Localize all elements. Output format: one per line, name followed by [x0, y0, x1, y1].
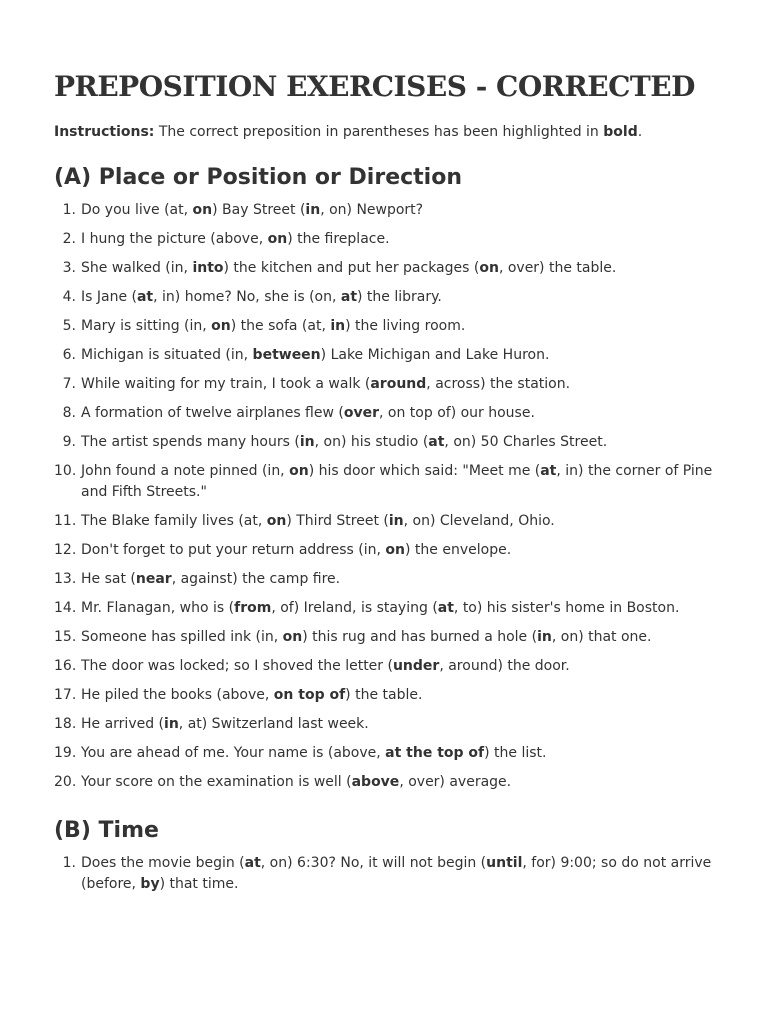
exercise-item — [54, 569, 714, 590]
sentence-text: Do you live (at, — [81, 202, 193, 218]
exercise-item — [54, 853, 714, 895]
correct-preposition: in — [537, 629, 552, 645]
correct-preposition: from — [234, 600, 272, 616]
correct-preposition: on — [211, 318, 231, 334]
item-number: 3. — [62, 260, 76, 276]
sentence-text: , on) that one. — [551, 629, 652, 645]
instructions-emphasis: bold — [603, 124, 638, 140]
exercise-item — [54, 432, 714, 453]
sentence-text: ) the list. — [484, 745, 547, 761]
sentence-text: ) Third Street ( — [286, 513, 389, 529]
item-number: 15. — [54, 629, 77, 645]
sentence-text: , over) the table. — [498, 260, 617, 276]
sentence-text: ) the fireplace. — [287, 231, 390, 247]
sentence-text: ) the living room. — [345, 318, 466, 334]
exercise-item — [54, 685, 714, 706]
item-number: 1. — [62, 855, 76, 871]
item-number: 9. — [62, 434, 76, 450]
sentence-text: , over) average. — [399, 774, 512, 790]
sentence-text: , across) the station. — [426, 376, 571, 392]
exercise-item — [54, 316, 714, 337]
exercise-item — [54, 540, 714, 561]
exercise-item — [54, 258, 714, 279]
sentence-text: A formation of twelve airplanes flew ( — [81, 405, 344, 421]
item-number: 14. — [54, 600, 77, 616]
sentence-text: Michigan is situated (in, — [81, 347, 253, 363]
exercise-item — [54, 461, 714, 503]
exercise-item — [54, 403, 714, 424]
correct-preposition: into — [192, 260, 224, 276]
section-time — [54, 817, 714, 895]
exercise-item — [54, 511, 714, 532]
sentence-text: Does the movie begin ( — [81, 855, 245, 871]
exercise-item — [54, 656, 714, 677]
correct-preposition: in — [305, 202, 321, 218]
sentence-text: ) that time. — [159, 876, 239, 892]
sentence-text: , around) the door. — [439, 658, 570, 674]
sentence-text: ) the sofa (at, — [230, 318, 331, 334]
section-heading: (A) Place or Position or Direction — [54, 165, 462, 190]
correct-preposition: in — [330, 318, 346, 334]
correct-preposition: around — [370, 376, 427, 392]
sentence-text: You are ahead of me. Your name is (above, — [81, 745, 386, 761]
sentence-text: , at) Switzerland last week. — [178, 716, 369, 732]
sentence-text: She walked (in, — [81, 260, 193, 276]
exercise-item — [54, 598, 714, 619]
sentence-text: , on top of) our house. — [379, 405, 535, 421]
instructions — [54, 122, 714, 142]
exercise-item — [54, 200, 714, 221]
sentence-text: The Blake family lives (at, — [81, 513, 267, 529]
item-number: 18. — [54, 716, 77, 732]
correct-preposition: at — [428, 434, 445, 450]
sentence-text: He piled the books (above, — [81, 687, 274, 703]
correct-preposition: on — [289, 463, 309, 479]
sentence-text: Mr. Flanagan, who is ( — [81, 600, 235, 616]
sentence-text: The artist spends many hours ( — [81, 434, 300, 450]
correct-preposition: above — [351, 774, 400, 790]
section-heading: (B) Time — [54, 818, 159, 843]
exercise-item — [54, 627, 714, 648]
exercise-item — [54, 714, 714, 735]
correct-preposition: on — [282, 629, 303, 645]
exercise-list — [54, 853, 714, 895]
sentence-text: He sat ( — [81, 571, 136, 587]
sentence-text: Your score on the examination is well ( — [81, 774, 352, 790]
correct-preposition: at the top of — [385, 745, 485, 761]
sentence-text: , on) Cleveland, Ohio. — [403, 513, 555, 529]
sentence-text: ) the envelope. — [405, 542, 512, 558]
correct-preposition: at — [540, 463, 557, 479]
sentence-text: ) this rug and has burned a hole ( — [302, 629, 538, 645]
exercise-item — [54, 287, 714, 308]
item-number: 12. — [54, 542, 77, 558]
exercise-item — [54, 743, 714, 764]
exercise-item — [54, 229, 714, 250]
correct-preposition: on — [266, 513, 287, 529]
sentence-text: ) the table. — [345, 687, 423, 703]
item-number: 13. — [54, 571, 77, 587]
exercise-item — [54, 374, 714, 395]
correct-preposition: by — [140, 876, 160, 892]
correct-preposition: on — [385, 542, 406, 558]
sentence-text: The door was locked; so I shoved the letter ( — [81, 658, 393, 674]
correct-preposition: until — [486, 855, 523, 871]
exercise-item — [54, 345, 714, 366]
correct-preposition: at — [136, 289, 154, 305]
sentence-text: John found a note pinned (in, — [81, 463, 290, 479]
sentence-text: , in) the corner of Pine and Fifth Streets." — [81, 463, 713, 500]
sentence-text: Someone has spilled ink (in, — [81, 629, 283, 645]
correct-preposition: in — [388, 513, 404, 529]
item-number: 17. — [54, 687, 77, 703]
sentence-text: I hung the picture (above, — [81, 231, 268, 247]
correct-preposition: in — [299, 434, 315, 450]
instructions-text: The correct preposition in parentheses has been highlighted in — [154, 124, 604, 140]
sentence-text: While waiting for my train, I took a walk ( — [81, 376, 371, 392]
sentence-text: Mary is sitting (in, — [81, 318, 212, 334]
correct-preposition: on — [192, 202, 213, 218]
item-number: 5. — [62, 318, 76, 334]
item-number: 11. — [54, 513, 77, 529]
sentence-text: ) the kitchen and put her packages ( — [223, 260, 480, 276]
correct-preposition: over — [343, 405, 380, 421]
correct-preposition: at — [437, 600, 454, 616]
sentence-text: , on) 50 Charles Street. — [444, 434, 608, 450]
correct-preposition: near — [135, 571, 172, 587]
item-number: 4. — [62, 289, 76, 305]
sentence-text: ) Lake Michigan and Lake Huron. — [320, 347, 550, 363]
item-number: 2. — [62, 231, 76, 247]
sentence-text: , for) 9:00; so do not arrive (before, — [81, 855, 712, 892]
sentence-text: He arrived ( — [81, 716, 165, 732]
sentence-text: , in) home? No, she is (on, — [153, 289, 341, 305]
item-number: 1. — [62, 202, 76, 218]
correct-preposition: at — [340, 289, 358, 305]
item-number: 8. — [62, 405, 76, 421]
sentence-text: ) Bay Street ( — [212, 202, 306, 218]
sentence-text: ) the library. — [357, 289, 442, 305]
sentence-text: ) his door which said: "Meet me ( — [308, 463, 541, 479]
item-number: 7. — [62, 376, 76, 392]
correct-preposition: on — [479, 260, 499, 276]
section-place-position-direction — [54, 164, 714, 793]
correct-preposition: in — [164, 716, 179, 732]
item-number: 19. — [54, 745, 77, 761]
instructions-end: . — [637, 124, 643, 140]
item-number: 20. — [54, 774, 77, 790]
item-number: 6. — [62, 347, 76, 363]
page-title: PREPOSITION EXERCISES - CORRECTED — [54, 70, 695, 103]
exercise-list — [54, 200, 714, 793]
sentence-text: Is Jane ( — [81, 289, 137, 305]
sentence-text: , on) 6:30? No, it will not begin ( — [260, 855, 487, 871]
exercise-item — [54, 772, 714, 793]
item-number: 16. — [54, 658, 77, 674]
correct-preposition: between — [252, 347, 321, 363]
instructions-label: Instructions: — [54, 124, 155, 140]
document-page — [54, 70, 714, 903]
sentence-text: , against) the camp fire. — [171, 571, 341, 587]
correct-preposition: at — [244, 855, 261, 871]
sentence-text: Don't forget to put your return address (in, — [81, 542, 386, 558]
correct-preposition: under — [392, 658, 440, 674]
item-number: 10. — [54, 463, 77, 479]
sentence-text: , of) Ireland, is staying ( — [271, 600, 438, 616]
sentence-text: , on) his studio ( — [314, 434, 429, 450]
sentence-text: , on) Newport? — [320, 202, 424, 218]
correct-preposition: on top of — [273, 687, 346, 703]
correct-preposition: on — [267, 231, 288, 247]
sentence-text: , to) his sister's home in Boston. — [453, 600, 680, 616]
